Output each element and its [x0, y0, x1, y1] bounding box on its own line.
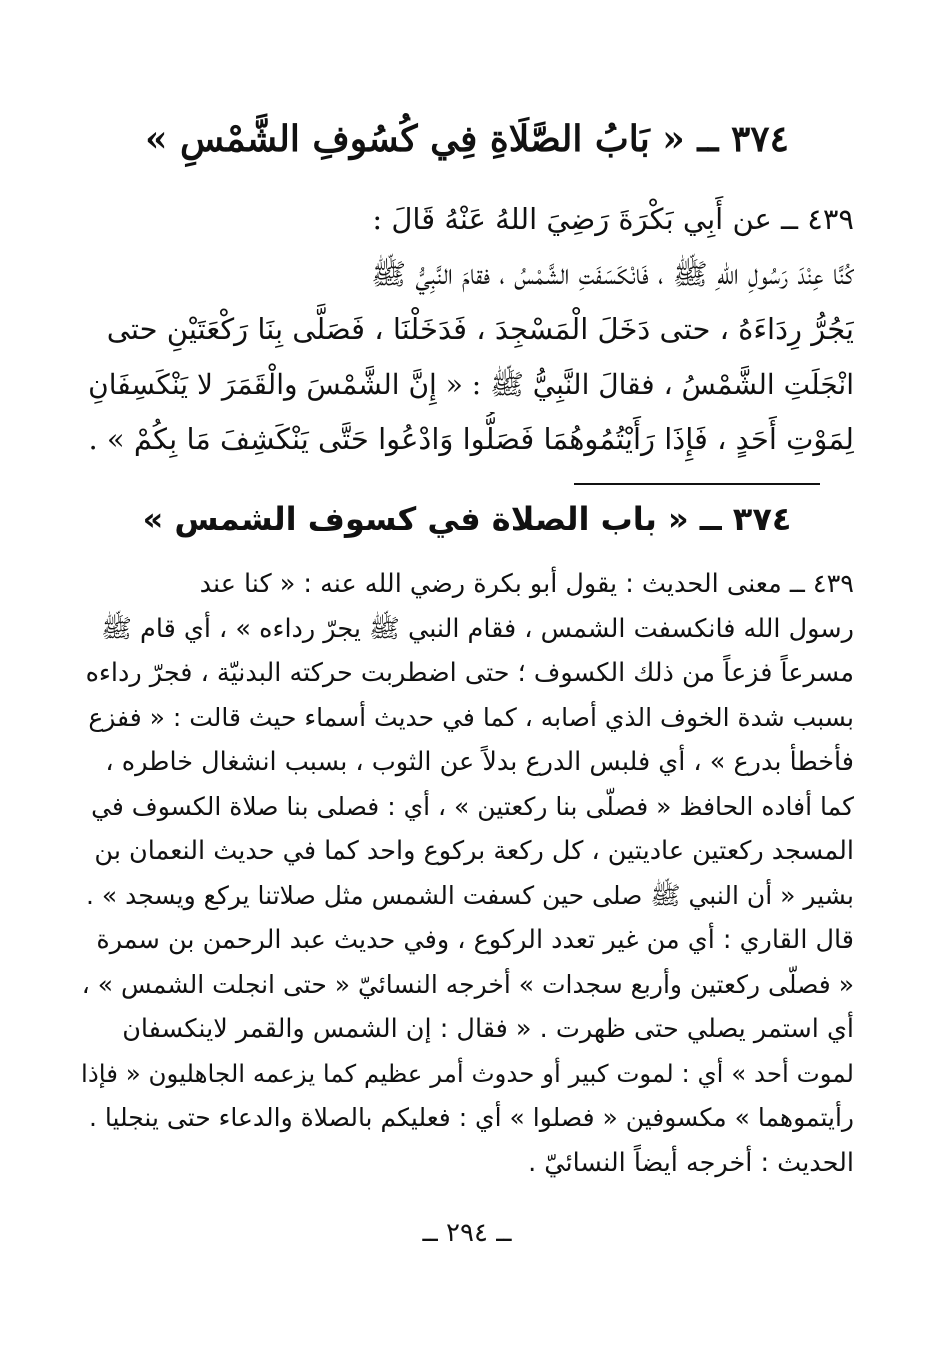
commentary-text: [80, 562, 854, 1185]
commentary-line: بسبب شدة الخوف الذي أصابه ، كما في حديث أسماء حيث قالت : « ففزع: [88, 702, 854, 732]
hadith-line: ٤٣٩ ــ عن أَبِي بَكْرَةَ رَضِيَ اللهُ عَنْهُ قَالَ :: [372, 202, 854, 236]
page-number: ــ ٢٩٤ ــ: [422, 1218, 512, 1248]
commentary-line: كما أفاده الحافظ « فصلّى بنا ركعتين » ، أي : فصلى بنا صلاة الكسوف في: [91, 791, 854, 821]
hadith-line: انْجَلَتِ الشَّمْسُ ، فقالَ النَّبِيُّ ﷺ : « إِنَّ الشَّمْسَ والْقَمَرَ لا يَنْكَسِفَانِ: [88, 368, 854, 401]
hadith-line: لِمَوْتِ أَحَدٍ ، فَإِذَا رَأَيْتُمُوهُمَا فَصَلُّوا وَادْعُوا حَتَّى يَنْكَشِفَ مَا بِكُمْ » .: [88, 422, 854, 456]
chapter-heading: ٣٧٤ ــ « بَابُ الصَّلَاةِ فِي كُسُوفِ الشَّمْسِ »: [145, 118, 789, 160]
commentary-line: رأيتموهما » مكسوفين « فصلوا » أي : فعليكم بالصلاة والدعاء حتى ينجليا .: [88, 1103, 854, 1132]
commentary-line: أي استمر يصلي حتى ظهرت . « فقال : إن الشمس والقمر لاينكسفان: [122, 1014, 854, 1044]
commentary-line: ٤٣٩ ــ معنى الحديث : يقول أبو بكرة رضي الله عنه : « كنا عند: [199, 569, 854, 599]
commentary-line: لموت أحد » أي : لموت كبير أو حدوث أمر عظيم كما يزعمه الجاهليون « فإذا: [81, 1058, 854, 1088]
commentary-line: المسجد ركعتين عاديتين ، كل ركعة بركوع واحد كما في حديث النعمان بن: [94, 836, 854, 866]
commentary-line: رسول الله فانكسفت الشمس ، فقام النبي ﷺ يجرّ رداءه » ، أي قام ﷺ: [101, 613, 854, 644]
commentary-line: بشير « أن النبي ﷺ صلى حين كسفت الشمس مثل صلاتنا يركع ويسجد » .: [85, 880, 854, 910]
commentary-line: فأخطأ بدرع » ، أي فلبس الدرع بدلاً عن الثوب ، بسبب انشغال خاطره ،: [105, 747, 854, 777]
commentary-line: الحديث : أخرجه أيضاً النسائيّ .: [528, 1147, 854, 1178]
hadith-text: [80, 192, 854, 467]
hadith-line: يَجُرُّ رِدَاءَهُ ، حتى دَخَلَ الْمَسْجِدَ ، فَدَخَلْنَا ، فَصَلَّى بِنَا رَكْعَتَيْنِ حتى: [106, 312, 854, 346]
commentary-line: قال القاري : أي من غير تعدد الركوع ، وفي حديث عبد الرحمن بن سمرة: [96, 925, 854, 955]
commentary-heading: ٣٧٤ ــ « باب الصلاة في كسوف الشمس »: [142, 500, 792, 538]
separator-rule: [574, 483, 820, 485]
hadith-line: كُنَّا عِنْدَ رَسُولِ اللهِ ﷺ ، فَانْكَسَفَتِ الشَّمْسُ ، فقامَ النَّبِيُّ ﷺ: [371, 257, 854, 291]
commentary-line: مسرعاً فزعاً من ذلك الكسوف ؛ حتى اضطربت حركته البدنيّة ، فجرّ رداءه: [85, 658, 854, 688]
commentary-line: « فصلّى ركعتين وأربع سجدات » أخرجه النسائيّ « حتى انجلت الشمس » ،: [81, 969, 854, 999]
